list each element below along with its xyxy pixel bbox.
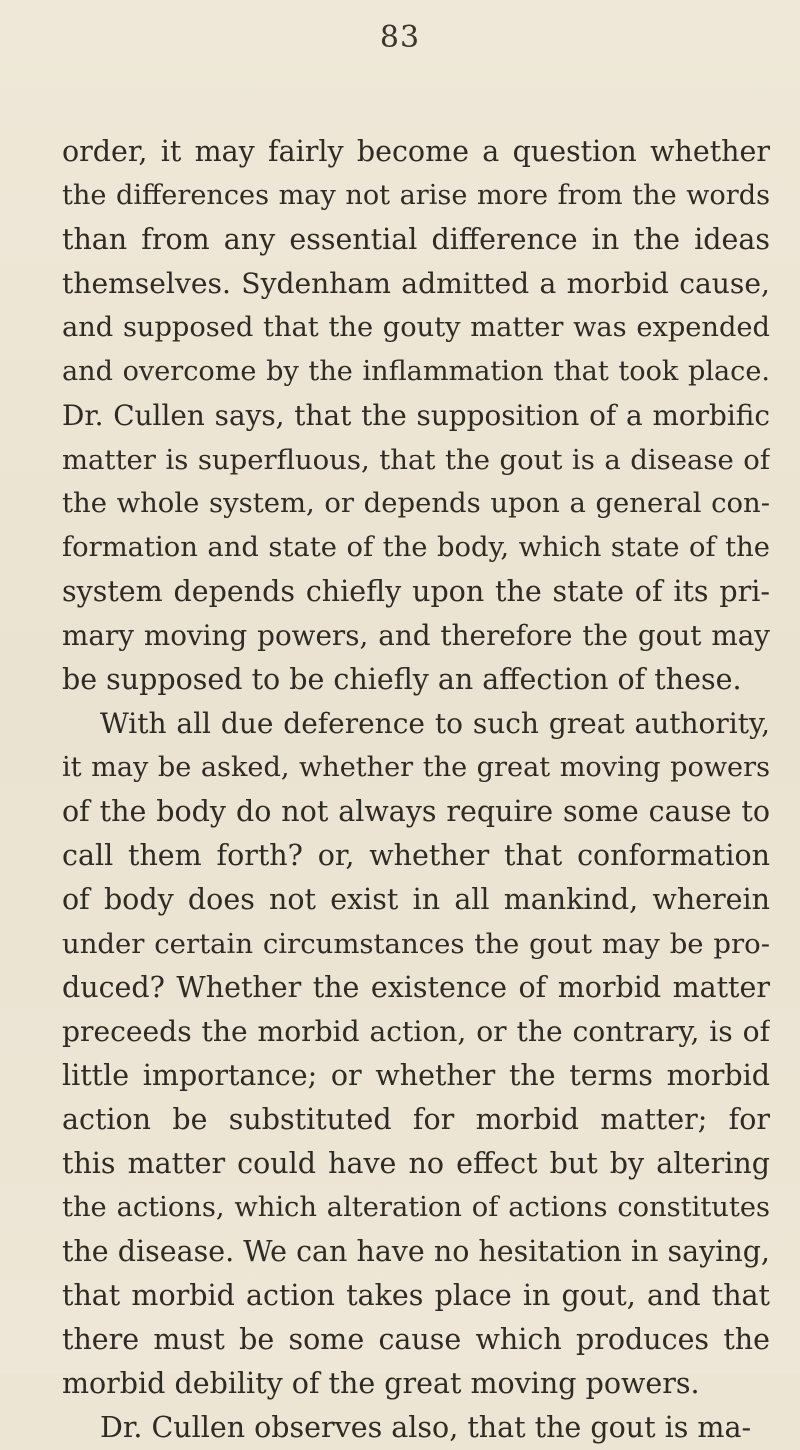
text-line: preceeds the morbid action, or the contrary, is of — [62, 1015, 770, 1048]
text-line: formation and state of the body, which state of the — [62, 532, 770, 563]
text-line: action be substituted for morbid matter; for — [62, 1103, 770, 1136]
text-line: Dr. Cullen says, that the supposition of a morbific — [62, 399, 770, 432]
text-line: order, it may fairly become a question whether — [62, 135, 770, 168]
text-line: little importance; or whether the terms morbid — [62, 1059, 770, 1092]
text-line: there must be some cause which produces the — [62, 1323, 770, 1356]
text-line: be supposed to be chiefly an affection of these. — [62, 663, 742, 696]
paragraph-start-line: With all due deference to such great authority, — [100, 707, 770, 740]
text-line: and overcome by the inflammation that took place. — [62, 356, 770, 387]
text-line: the whole system, or depends upon a general con- — [62, 488, 770, 519]
page-number: 83 — [379, 20, 421, 55]
text-line: system depends chiefly upon the state of its pri- — [62, 575, 770, 608]
text-line: matter is superfluous, that the gout is a disease of — [62, 444, 770, 476]
text-line: the actions, which alteration of actions constitutes — [62, 1192, 770, 1223]
text-line: of the body do not always require some cause to — [62, 795, 770, 828]
text-line: morbid debility of the great moving powers. — [62, 1367, 700, 1400]
text-line: of body does not exist in all mankind, wherein — [62, 883, 770, 916]
paragraph-start-line: Dr. Cullen observes also, that the gout is ma- — [100, 1411, 752, 1444]
text-line: themselves. Sydenham admitted a morbid cause, — [62, 267, 770, 300]
text-line: the disease. We can have no hesitation in saying, — [62, 1235, 770, 1268]
text-line: it may be asked, whether the great moving powers — [62, 752, 770, 783]
text-line: duced? Whether the existence of morbid matter — [62, 971, 770, 1004]
text-line: and supposed that the gouty matter was expended — [62, 312, 770, 343]
text-line: than from any essential difference in the ideas — [62, 223, 770, 256]
text-line: the differences may not arise more from the words — [62, 180, 770, 211]
text-line: that morbid action takes place in gout, and that — [62, 1279, 770, 1312]
text-line: mary moving powers, and therefore the gout may — [62, 619, 770, 652]
body-text — [62, 130, 770, 1450]
text-line: call them forth? or, whether that conformation — [62, 839, 770, 872]
text-line: this matter could have no effect but by altering — [62, 1147, 770, 1180]
text-line: under certain circumstances the gout may be pro- — [62, 928, 770, 960]
